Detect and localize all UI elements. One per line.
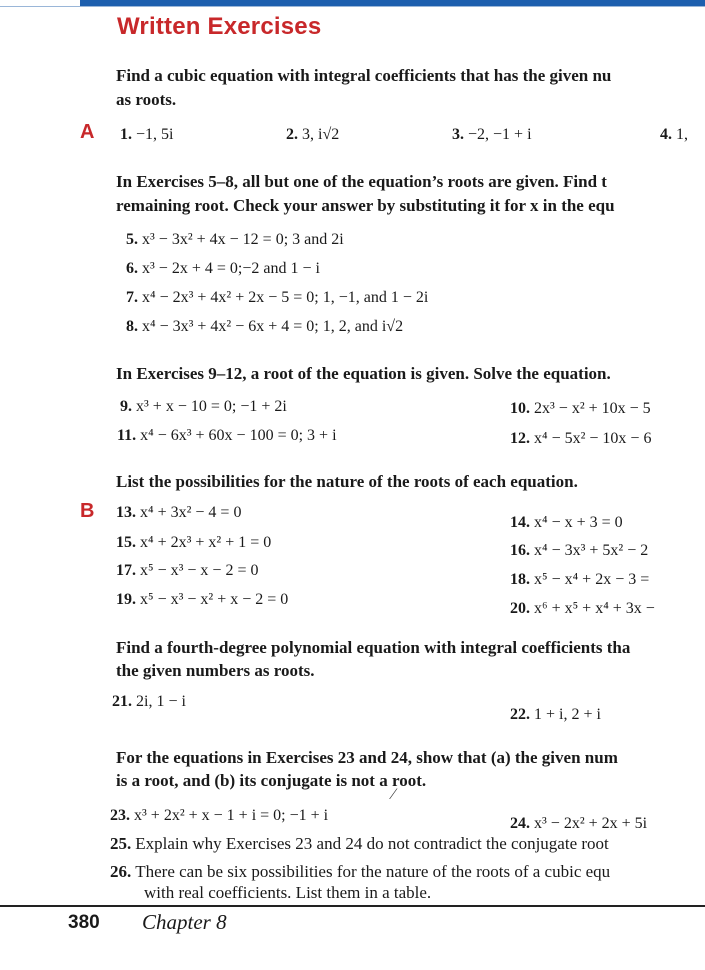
exercise-18 <box>510 570 649 590</box>
exercise-text: x⁴ − 3x³ + 5x² − 2 <box>534 542 649 559</box>
instructions-nature: List the possibilities for the nature of the roots of each equation. <box>116 472 578 491</box>
exercise-text: x³ + x − 10 = 0; −1 + 2i <box>136 398 287 415</box>
exercise-number: 22. <box>510 706 530 723</box>
exercise-number: 2. <box>286 126 298 143</box>
exercise-13 <box>116 503 241 523</box>
exercise-text: x⁵ − x³ − x − 2 = 0 <box>140 562 259 579</box>
exercise-1 <box>120 125 173 145</box>
exercise-5 <box>126 230 344 250</box>
exercise-number: 13. <box>116 504 136 521</box>
instructions-fourth-degree-line-1: Find a fourth-degree polynomial equation with integral coefficients tha <box>116 638 631 657</box>
exercise-text: x⁴ + 3x² − 4 = 0 <box>140 504 242 521</box>
instructions-cubic-line-2: as roots. <box>116 90 177 109</box>
instructions-9-12: In Exercises 9–12, a root of the equation is given. Solve the equation. <box>116 364 611 383</box>
exercise-number: 20. <box>510 600 530 617</box>
exercise-text: x⁵ − x⁴ + 2x − 3 = <box>534 571 650 588</box>
instructions-5-8-line-1: In Exercises 5–8, all but one of the equation’s roots are given. Find t <box>116 172 607 191</box>
exercise-24 <box>510 814 647 834</box>
exercise-text: 1 + i, 2 + i <box>534 706 601 723</box>
exercise-17 <box>116 561 258 581</box>
exercise-15 <box>116 533 271 553</box>
exercise-7 <box>126 288 428 308</box>
exercise-26 <box>110 862 610 882</box>
exercise-11 <box>117 426 337 446</box>
exercise-text: 3, i√2 <box>302 126 340 143</box>
exercise-12 <box>510 429 651 449</box>
exercise-number: 9. <box>120 398 132 415</box>
instructions-23-24-line-2: is a root, and (b) its conjugate is not a root. <box>116 771 427 790</box>
exercise-9 <box>120 397 287 417</box>
exercise-text: x⁶ + x⁵ + x⁴ + 3x − <box>534 600 655 617</box>
exercise-4 <box>660 125 688 145</box>
exercise-number: 6. <box>126 260 138 277</box>
instructions-cubic-line-1: Find a cubic equation with integral coefficients that has the given nu <box>116 66 612 85</box>
exercise-number: 7. <box>126 289 138 306</box>
page-number: 380 <box>68 912 100 933</box>
exercise-20 <box>510 599 655 619</box>
exercise-number: 15. <box>116 534 136 551</box>
exercise-number: 24. <box>510 815 530 832</box>
exercise-text: x⁴ − 6x³ + 60x − 100 = 0; 3 + i <box>140 427 337 444</box>
exercise-number: 21. <box>112 693 132 710</box>
exercise-text: x³ − 3x² + 4x − 12 = 0; 3 and 2i <box>142 231 344 248</box>
chapter-label: Chapter 8 <box>142 910 227 934</box>
exercise-19 <box>116 590 288 610</box>
exercise-text: x⁴ − 3x³ + 4x² − 6x + 4 = 0; 1, 2, and i√2 <box>142 318 404 335</box>
exercise-25 <box>110 834 609 854</box>
exercise-number: 12. <box>510 430 530 447</box>
exercise-16 <box>510 541 648 561</box>
exercise-text: x³ − 2x + 4 = 0;−2 and 1 − i <box>142 260 320 277</box>
exercise-text: x⁵ − x³ − x² + x − 2 = 0 <box>140 591 289 608</box>
exercise-text: x³ + 2x² + x − 1 + i = 0; −1 + i <box>134 807 329 824</box>
exercise-26-continued: with real coefficients. List them in a table. <box>144 883 432 902</box>
top-rule <box>0 6 705 7</box>
exercise-number: 17. <box>116 562 136 579</box>
exercise-22 <box>510 705 601 725</box>
exercise-text: x⁴ + 2x³ + x² + 1 = 0 <box>140 534 272 551</box>
exercise-text: Explain why Exercises 23 and 24 do not contradict the conjugate root <box>135 834 609 853</box>
exercise-3 <box>452 125 532 145</box>
instructions-23-24-line-1: For the equations in Exercises 23 and 24, show that (a) the given num <box>116 748 618 767</box>
exercise-number: 16. <box>510 542 530 559</box>
exercise-text: x³ − 2x² + 2x + 5i <box>534 815 648 832</box>
instructions-5-8-line-2: remaining root. Check your answer by substituting it for x in the equ <box>116 196 615 215</box>
section-b-label: B <box>80 500 95 522</box>
footer-rule <box>0 905 705 907</box>
exercise-number: 8. <box>126 318 138 335</box>
exercise-6 <box>126 259 320 279</box>
exercise-text: 2x³ − x² + 10x − 5 <box>534 400 651 417</box>
exercise-text: x⁴ − 5x² − 10x − 6 <box>534 430 652 447</box>
exercise-2 <box>286 125 339 145</box>
exercise-number: 18. <box>510 571 530 588</box>
exercise-number: 10. <box>510 400 530 417</box>
pen-mark: ⁄ <box>392 786 395 803</box>
exercise-number: 25. <box>110 834 132 853</box>
exercise-8 <box>126 317 403 337</box>
exercise-number: 19. <box>116 591 136 608</box>
exercise-23 <box>110 806 328 826</box>
page-heading: Written Exercises <box>117 13 322 40</box>
exercise-text: x⁴ − x + 3 = 0 <box>534 514 623 531</box>
exercise-text: 1, <box>676 126 688 143</box>
exercise-number: 4. <box>660 126 672 143</box>
exercise-number: 5. <box>126 231 138 248</box>
exercise-number: 23. <box>110 807 130 824</box>
exercise-number: 26. <box>110 862 132 881</box>
exercise-14 <box>510 513 623 533</box>
exercise-text: There can be six possibilities for the nature of the roots of a cubic equ <box>135 862 611 881</box>
section-a-label: A <box>80 121 95 143</box>
exercise-text: 2i, 1 − i <box>136 693 186 710</box>
exercise-text: −1, 5i <box>136 126 174 143</box>
instructions-fourth-degree-line-2: the given numbers as roots. <box>116 661 315 680</box>
exercise-10 <box>510 399 651 419</box>
exercise-21 <box>112 692 186 712</box>
exercise-text: −2, −1 + i <box>468 126 532 143</box>
exercise-number: 11. <box>117 427 137 444</box>
exercise-number: 3. <box>452 126 464 143</box>
exercise-number: 14. <box>510 514 530 531</box>
exercise-number: 1. <box>120 126 132 143</box>
exercise-text: x⁴ − 2x³ + 4x² + 2x − 5 = 0; 1, −1, and 1 − 2i <box>142 289 429 306</box>
